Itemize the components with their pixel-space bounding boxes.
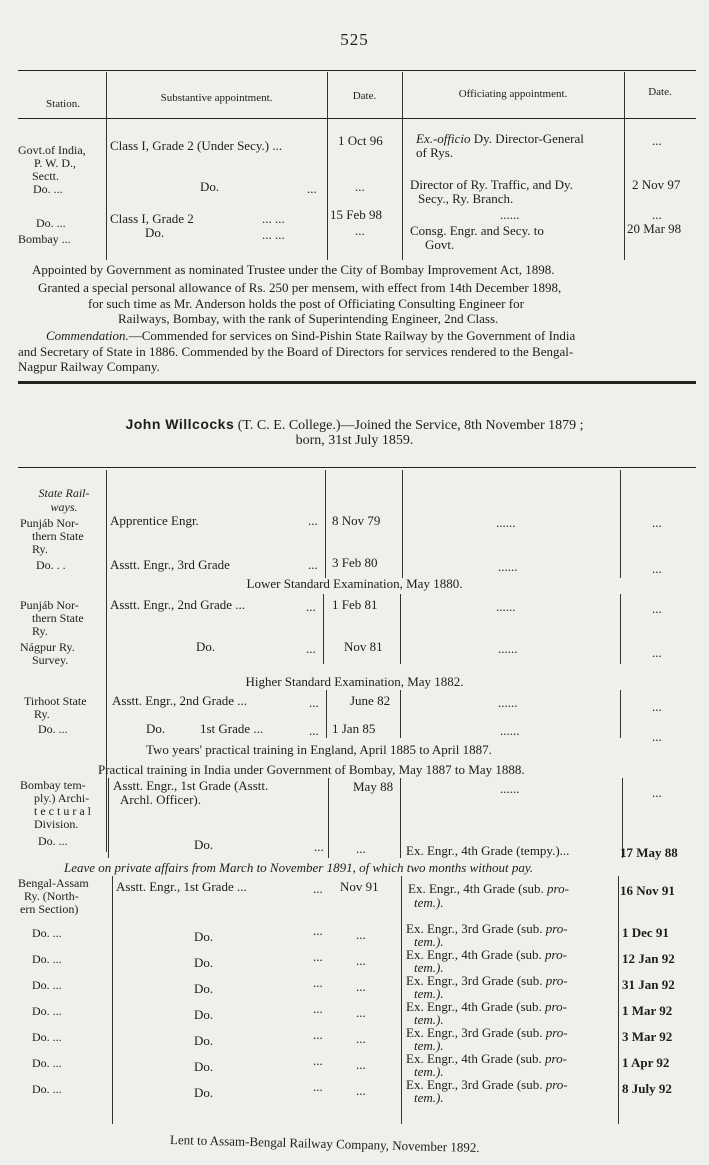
- station-cell: Survey.: [32, 653, 69, 667]
- officiating-cell: tem.).: [414, 1012, 444, 1027]
- table-top-rule: [18, 467, 696, 468]
- note-line: Railways, Bombay, with the rank of Superintending Engineer, 2nd Class.: [118, 311, 499, 326]
- date-officiating-cell: ...: [652, 601, 662, 616]
- station-cell: Bombay ...: [18, 232, 71, 246]
- header-top-rule: [18, 70, 696, 71]
- dots: ...: [306, 641, 316, 656]
- note-line: for such time as Mr. Anderson holds the post of Officiating Consulting Engineer for: [88, 296, 524, 311]
- substantive-cell: Do.: [146, 721, 166, 736]
- officiating-cell: tem.).: [414, 1090, 444, 1105]
- officiating-cell: ......: [498, 695, 518, 710]
- station-cell: Tirhoot State: [24, 694, 87, 708]
- section-divider: [18, 381, 696, 384]
- date-officiating-cell: ...: [652, 561, 662, 576]
- officiating-cell: Govt.: [425, 237, 455, 252]
- officiating-cell: of Rys.: [416, 145, 454, 160]
- date-officiating-cell: 31 Jan 92: [622, 977, 675, 992]
- date-cell: ...: [355, 223, 365, 238]
- station-cell: Do. ...: [36, 216, 66, 230]
- station-cell: Govt.of India,: [18, 143, 86, 157]
- header-date-officiating: Date.: [648, 86, 672, 98]
- date-cell: June 82: [350, 693, 391, 708]
- officiating-cell: Ex. Engr., 4th Grade (sub. pro-: [406, 947, 567, 962]
- col-line: [323, 594, 324, 664]
- station-cell: Do. ...: [32, 926, 62, 940]
- officiating-cell: tem.).: [414, 1064, 444, 1079]
- date-cell: ...: [356, 927, 366, 942]
- station-cell: Sectt.: [32, 169, 59, 183]
- col-line: [328, 778, 329, 858]
- station-cell: tectural: [34, 804, 94, 818]
- date-cell: ...: [356, 979, 366, 994]
- dots: ...: [314, 839, 324, 854]
- station-cell: Do. ...: [32, 1082, 62, 1096]
- commendation-line: Nagpur Railway Company.: [18, 359, 160, 374]
- date-cell: Nov 81: [344, 639, 383, 654]
- officiating-cell: ......: [498, 559, 518, 574]
- officiating-cell: ......: [500, 723, 520, 738]
- col-line: [108, 778, 109, 858]
- officiating-cell: Ex. Engr., 4th Grade (sub. pro-: [406, 1051, 567, 1066]
- note-line: Granted a special personal allowance of Rs. 250 per mensem, with effect from 14th December 1898,: [38, 280, 562, 295]
- col-line: [106, 690, 107, 738]
- col-line: [620, 690, 621, 738]
- col-line: [618, 876, 619, 1124]
- substantive-cell: Do.: [194, 929, 214, 944]
- date-cell: ...: [356, 953, 366, 968]
- station-cell: Division.: [34, 817, 79, 831]
- date-officiating-cell: 20 Mar 98: [627, 221, 682, 236]
- date-officiating-cell: ...: [652, 785, 662, 800]
- station-cell: ern Section): [20, 902, 79, 916]
- col-line: [624, 72, 625, 260]
- date-officiating-cell: 16 Nov 91: [620, 883, 675, 898]
- officiating-cell: Ex. Engr., 3rd Grade (sub. pro-: [406, 1077, 568, 1092]
- date-cell: 1 Jan 85: [332, 721, 376, 736]
- dots: ...: [313, 975, 323, 990]
- date-cell: ...: [356, 841, 366, 856]
- officiating-cell: Ex. Engr., 3rd Grade (sub. pro-: [406, 1025, 568, 1040]
- col-line: [400, 594, 401, 664]
- dots: ...: [309, 723, 319, 738]
- station-cell: ply.) Archi-: [34, 791, 90, 805]
- substantive-cell: Do.: [145, 225, 165, 240]
- substantive-cell: Archl. Officer).: [120, 792, 201, 807]
- header-date: Date.: [352, 90, 377, 102]
- officiating-cell: ......: [498, 641, 518, 656]
- leave-note: Leave on private affairs from March to November 1891, of which two months without pay.: [64, 860, 534, 875]
- date-cell: ...: [356, 1005, 366, 1020]
- date-cell: ...: [356, 1057, 366, 1072]
- station-cell: Do. ...: [32, 1004, 62, 1018]
- date-cell: May 88: [353, 779, 394, 794]
- station-cell: Punjáb Nor-: [20, 516, 79, 530]
- substantive-cell: Asstt. Engr., 2nd Grade ...: [112, 693, 248, 708]
- commendation-line: Commendation.—Commended for services on Sind-Pishin State Railway by the Government of India: [46, 328, 576, 343]
- col-line: [402, 470, 403, 578]
- station-cell: Do. ...: [32, 1056, 62, 1070]
- date-cell: ...: [355, 179, 365, 194]
- officiating-cell: tem.).: [414, 895, 444, 910]
- officiating-cell: ......: [496, 599, 516, 614]
- page-number: 525: [340, 30, 369, 49]
- col-line: [620, 470, 621, 578]
- dots: ...: [313, 1079, 323, 1094]
- col-line: [106, 594, 107, 664]
- officiating-cell: tem.).: [414, 986, 444, 1001]
- date-officiating-cell: ...: [652, 699, 662, 714]
- substantive-cell: Do.: [200, 179, 220, 194]
- col-line: [325, 470, 326, 578]
- dots: ...: [308, 557, 318, 572]
- header-officiating: Officiating appointment.: [458, 88, 568, 100]
- date-officiating-cell: ...: [652, 515, 662, 530]
- dots: ...: [307, 181, 317, 196]
- officiating-cell: Ex. Engr., 3rd Grade (sub. pro-: [406, 921, 568, 936]
- officiating-cell: ......: [500, 207, 520, 222]
- station-cell: Bengal-Assam: [18, 876, 89, 890]
- substantive-cell: Do.: [194, 981, 214, 996]
- officer-birth: born, 31st July 1859.: [295, 433, 414, 448]
- date-cell: 15 Feb 98: [330, 207, 382, 222]
- officiating-cell: Ex. Engr., 3rd Grade (sub. pro-: [406, 973, 568, 988]
- date-cell: Nov 91: [340, 879, 379, 894]
- lent-note: Lent to Assam-Bengal Railway Company, November 1892.: [169, 1131, 480, 1156]
- officiating-cell: Secy., Ry. Branch.: [418, 191, 514, 206]
- substantive-cell: 1st Grade ...: [200, 721, 264, 736]
- dots: ...: [309, 695, 319, 710]
- officiating-cell: ......: [500, 781, 520, 796]
- station-cell: Ry.: [32, 624, 48, 638]
- station-cell: Ry.: [34, 707, 50, 721]
- date-officiating-cell: 1 Apr 92: [622, 1055, 670, 1070]
- dots: ... ...: [262, 211, 285, 226]
- substantive-cell: Class I, Grade 2: [110, 211, 194, 226]
- dots: ...: [308, 513, 318, 528]
- station-cell: Ry.: [32, 542, 48, 556]
- station-cell: thern State: [32, 611, 84, 625]
- date-officiating-cell: ...: [652, 133, 662, 148]
- station-cell: thern State: [32, 529, 84, 543]
- station-cell: Do. ...: [32, 978, 62, 992]
- officer-heading: John Willcocks (T. C. E. College.)—Joined the Service, 8th November 1879 ;: [125, 416, 584, 433]
- exam-note: Higher Standard Examination, May 1882.: [245, 674, 464, 689]
- date-cell: 1 Oct 96: [338, 133, 383, 148]
- date-cell: 8 Nov 79: [332, 513, 381, 528]
- officiating-cell: Ex. Engr., 4th Grade (sub. pro-: [406, 999, 567, 1014]
- dots: ...: [306, 599, 316, 614]
- col-line: [620, 594, 621, 664]
- officiating-cell: tem.).: [414, 960, 444, 975]
- note-line: Appointed by Government as nominated Trustee under the City of Bombay Improvement Act, 1898.: [32, 262, 555, 277]
- station-cell: Do. ...: [33, 182, 63, 196]
- header-station: Station.: [46, 98, 80, 110]
- substantive-cell: Do.: [194, 837, 214, 852]
- substantive-cell: Asstt. Engr., 3rd Grade: [110, 557, 230, 572]
- officiating-cell: Ex. Engr., 4th Grade (sub. pro-: [408, 881, 569, 896]
- station-cell: Do. . .: [36, 558, 66, 572]
- date-officiating-cell: 1 Dec 91: [622, 925, 669, 940]
- station-cell: Nágpur Ry.: [20, 640, 75, 654]
- dots: ...: [313, 881, 323, 896]
- substantive-cell: Do.: [194, 1059, 214, 1074]
- date-cell: 1 Feb 81: [332, 597, 378, 612]
- station-cell: Do. ...: [32, 1030, 62, 1044]
- col-line: [326, 690, 327, 738]
- officiating-cell: tem.).: [414, 934, 444, 949]
- substantive-cell: Asstt. Engr., 2nd Grade ...: [110, 597, 246, 612]
- dots: ...: [313, 923, 323, 938]
- substantive-cell: Do.: [194, 1033, 214, 1048]
- substantive-cell: Apprentice Engr.: [110, 513, 199, 528]
- dots: ...: [313, 1053, 323, 1068]
- dots: ... ...: [262, 227, 285, 242]
- date-officiating-cell: ...: [652, 207, 662, 222]
- date-officiating-cell: 17 May 88: [620, 845, 678, 860]
- date-cell: ...: [356, 1031, 366, 1046]
- date-cell: 3 Feb 80: [332, 555, 378, 570]
- date-officiating-cell: 12 Jan 92: [622, 951, 675, 966]
- header-substantive: Substantive appointment.: [160, 92, 273, 104]
- officiating-cell: Ex. Engr., 4th Grade (tempy.)...: [406, 843, 570, 858]
- header-bottom-rule: [18, 118, 696, 119]
- date-officiating-cell: 1 Mar 92: [622, 1003, 673, 1018]
- dots: ...: [313, 1001, 323, 1016]
- station-cell: Ry. (North-: [24, 889, 79, 903]
- substantive-cell: Do.: [194, 955, 214, 970]
- date-officiating-cell: 2 Nov 97: [632, 177, 681, 192]
- substantive-cell: Do.: [194, 1007, 214, 1022]
- substantive-cell: Do.: [196, 639, 216, 654]
- officiating-cell: Director of Ry. Traffic, and Dy.: [410, 177, 573, 192]
- station-cell: Do. ...: [38, 722, 68, 736]
- col-line: [402, 72, 403, 260]
- substantive-cell: Class I, Grade 2 (Under Secy.) ...: [110, 138, 283, 153]
- station-cell: Do. ...: [38, 834, 68, 848]
- date-officiating-cell: 8 July 92: [622, 1081, 672, 1096]
- substantive-cell: Asstt. Engr., 1st Grade ...: [116, 879, 247, 894]
- dots: ...: [313, 1027, 323, 1042]
- date-officiating-cell: ...: [652, 645, 662, 660]
- officiating-cell: Consg. Engr. and Secy. to: [410, 223, 544, 238]
- col-line: [401, 876, 402, 1124]
- station-cell: Do. ...: [32, 952, 62, 966]
- dots: ...: [313, 949, 323, 964]
- date-officiating-cell: ...: [652, 729, 662, 744]
- date-cell: ...: [356, 1083, 366, 1098]
- training-note: Practical training in India under Government of Bombay, May 1887 to May 1888.: [98, 762, 525, 777]
- col-line: [112, 876, 113, 1124]
- substantive-cell: Do.: [194, 1085, 214, 1100]
- officiating-cell: Ex.-officio Dy. Director-General: [416, 131, 584, 146]
- station-cell: P. W. D.,: [34, 156, 77, 170]
- training-note: Two years' practical training in England, April 1885 to April 1887.: [146, 742, 492, 757]
- col-line: [400, 778, 401, 858]
- officiating-cell: ......: [496, 515, 516, 530]
- station-cell: Bombay tem-: [20, 778, 86, 792]
- exam-note: Lower Standard Examination, May 1880.: [246, 576, 463, 591]
- commendation-line: and Secretary of State in 1886. Commended by the Board of Directors for services rendered to the Bengal-: [18, 344, 574, 359]
- col-line: [400, 690, 401, 738]
- substantive-cell: Asstt. Engr., 1st Grade (Asstt.: [113, 778, 269, 793]
- officiating-cell: tem.).: [414, 1038, 444, 1053]
- date-officiating-cell: 3 Mar 92: [622, 1029, 673, 1044]
- state-railways-label: State Rail- ways.: [38, 486, 90, 514]
- station-cell: Punjáb Nor-: [20, 598, 79, 612]
